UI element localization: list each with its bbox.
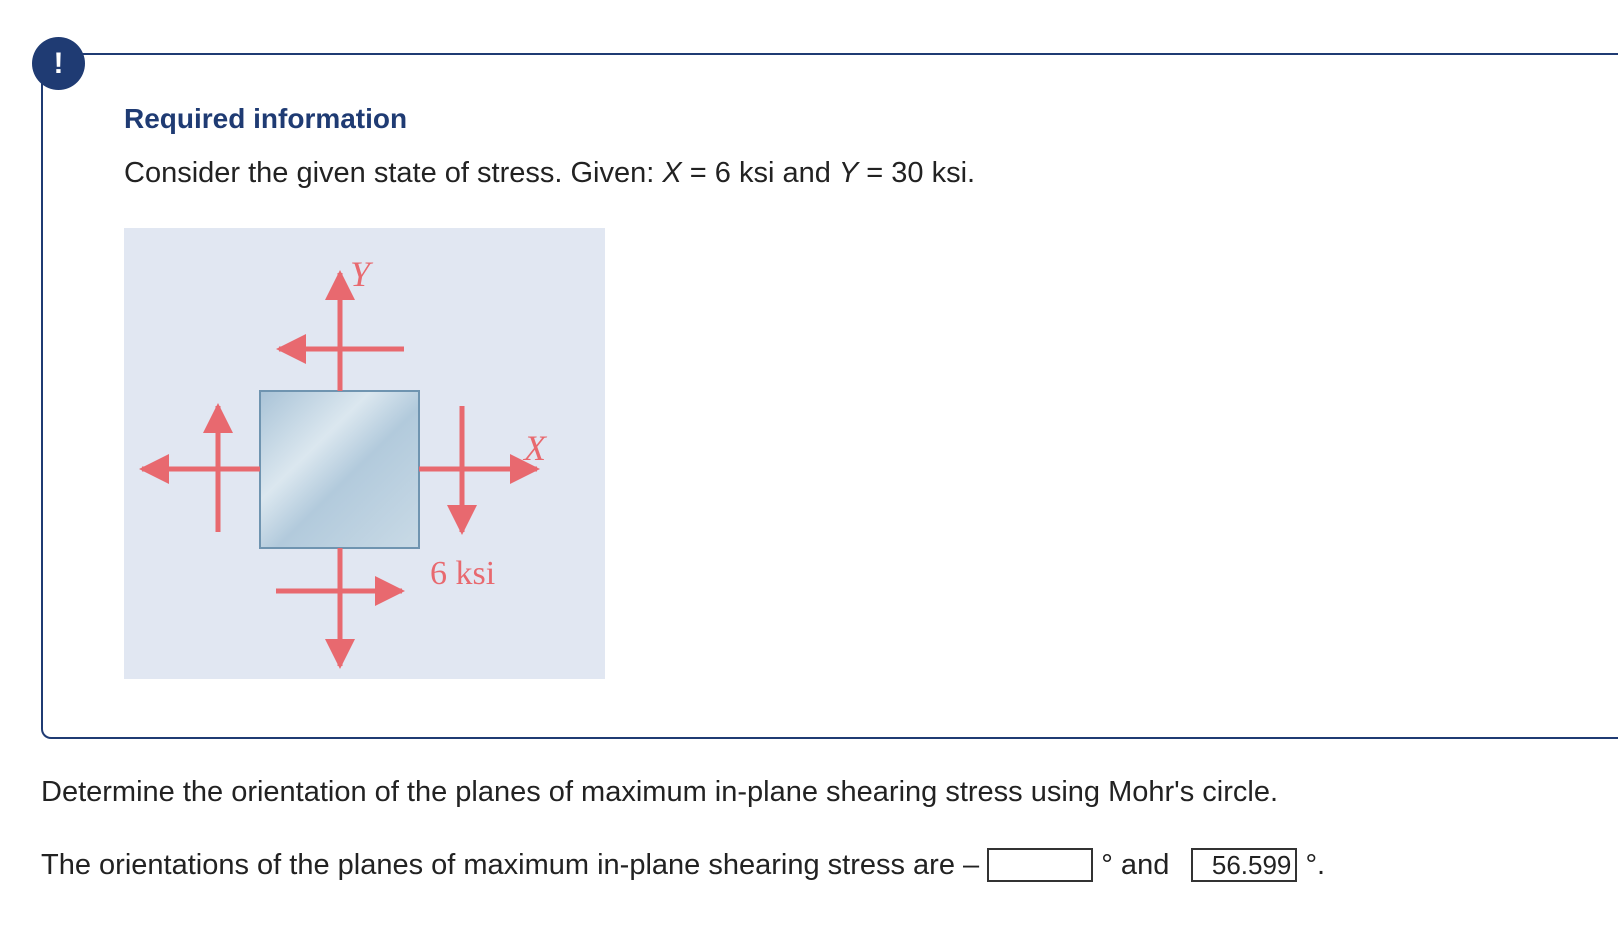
label-y: Y [350, 254, 371, 294]
var-x: X [662, 157, 682, 189]
var-y: Y [838, 157, 859, 189]
stress-element-square [260, 391, 419, 548]
unit-degree-end: °. [1305, 848, 1326, 881]
info-text [124, 157, 975, 190]
label-shear-6ksi: 6 ksi [430, 555, 496, 592]
info-text-prefix: Consider the given state of stress. Given: [124, 157, 663, 189]
unit-degree-and: ° and [1101, 848, 1170, 881]
second-orientation-input[interactable] [1191, 848, 1297, 882]
eq-y: = 30 ksi. [858, 157, 976, 189]
stress-diagram [124, 228, 605, 679]
question-text: Determine the orientation of the planes of maximum in-plane shearing stress using Mohr's circle. [41, 776, 1279, 808]
exclamation-icon: ! [32, 37, 85, 90]
label-x: X [524, 428, 546, 468]
answer-line [41, 848, 1325, 882]
stress-element-figure [124, 228, 605, 679]
first-orientation-input[interactable] [987, 848, 1093, 882]
info-title: Required information [124, 103, 408, 134]
eq-x: = 6 ksi and [681, 157, 839, 189]
answer-prefix: The orientations of the planes of maximum in-plane shearing stress are – [41, 848, 980, 881]
